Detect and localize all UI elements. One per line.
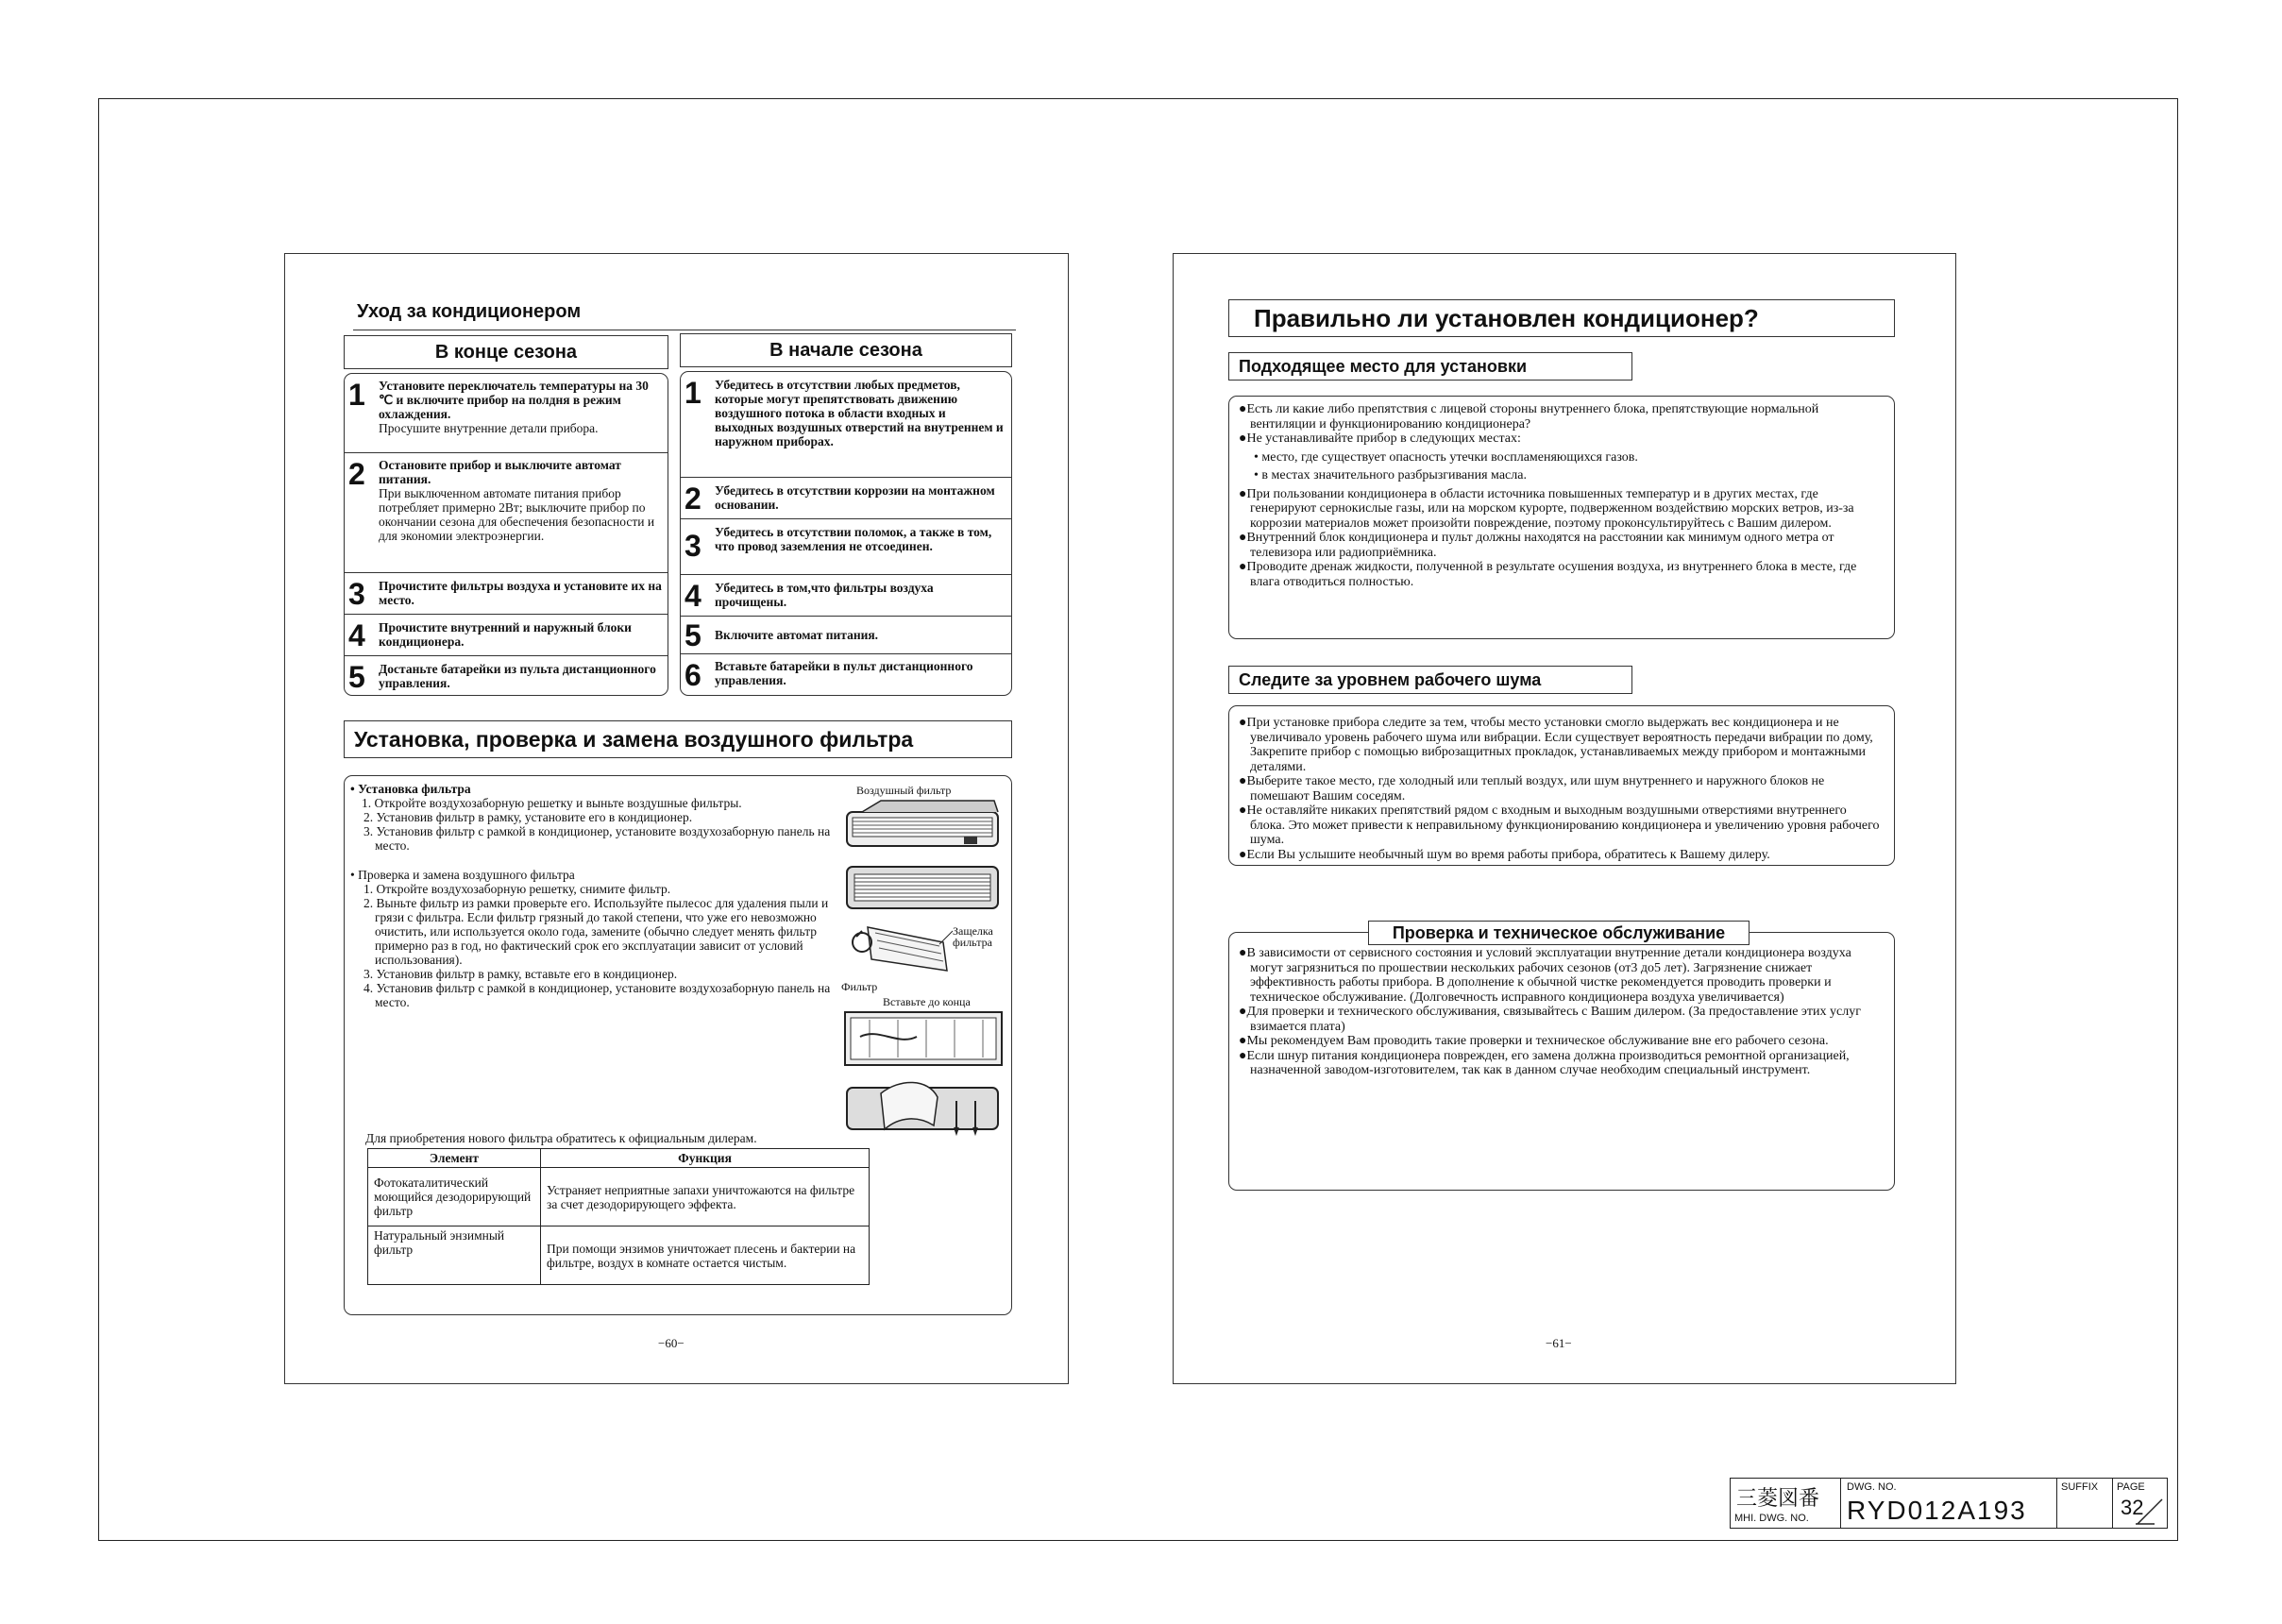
list-item: ●Не устанавливайте прибор в следующих местах: bbox=[1239, 431, 1521, 446]
end-step-2: 2 Остановите прибор и выключите автомат питания. При выключенном автомате питания прибор потребляет примерно 2Вт; выключите прибор по окончании сезона для обеспечения безопасности и для экономии электроэнергии. bbox=[345, 453, 668, 573]
dwg-number: RYD012A193 bbox=[1847, 1496, 2027, 1525]
list-item: ●При пользовании кондиционера в области источника повышенных температур и в других местах, где генерируют сернокислые газы, или на морском курорте, подверженном воздействию морских ветров, из-за коррозии материалов может произойти повреждение, поэтому проконсультируйтесь с Вашим дилером. bbox=[1239, 486, 1854, 531]
noise-header: Следите за уровнем рабочего шума bbox=[1228, 666, 1632, 694]
mhi-kanji: 三菱図番 bbox=[1736, 1487, 1820, 1511]
start-step-6: 6 Вставьте батарейки в пульт дистанционного управления. bbox=[685, 658, 973, 692]
left-page bbox=[284, 253, 1069, 1384]
suffix-label: SUFFIX bbox=[2061, 1481, 2099, 1493]
start-season-header: В начале сезона bbox=[680, 333, 1012, 367]
title-block bbox=[1730, 1478, 2168, 1529]
install-step: 1. Откройте воздухозаборную решетку и выньте воздушные фильтры. bbox=[362, 796, 742, 810]
list-item: ●Мы рекомендуем Вам проводить такие проверки и техническое обслуживание вне его рабочего сезона. bbox=[1239, 1034, 1829, 1048]
place-box bbox=[1228, 396, 1895, 639]
air-filter-label: Воздушный фильтр bbox=[856, 784, 952, 797]
check-filter-heading: • Проверка и замена воздушного фильтра bbox=[350, 868, 575, 882]
insert-label: Вставьте до конца bbox=[883, 995, 971, 1008]
filter-insertion-illustration bbox=[841, 1008, 1007, 1069]
install-step: 3. Установив фильтр с рамкой в кондиционер, установите воздухозаборную панель на место. bbox=[363, 824, 831, 853]
start-step-3: 3 Убедитесь в отсутствии поломок, а также в том, что провод заземления не отсоединен. bbox=[681, 519, 1011, 575]
list-item: ●Проводите дренаж жидкости, полученной в результате осушения воздуха, из внутреннего блока в месте, где влага отводиться полностью. bbox=[1239, 560, 1857, 589]
list-item: ●Выберите такое место, где холодный или теплый воздух, или шум внутреннего и наружного блоков не помешают Вашим соседям. bbox=[1239, 774, 1825, 804]
check-step: 1. Откройте воздухозаборную решетку, снимите фильтр. bbox=[363, 882, 671, 896]
filter-section-title: Установка, проверка и замена воздушного фильтра bbox=[344, 720, 1012, 758]
place-header: Подходящее место для установки bbox=[1228, 352, 1632, 381]
table-header-function: Функция bbox=[541, 1149, 870, 1168]
check-step: 3. Установив фильтр в рамку, вставьте его в кондиционер. bbox=[363, 967, 678, 981]
page-slash-mark bbox=[2134, 1494, 2166, 1526]
filter-label: Фильтр bbox=[841, 980, 878, 993]
list-item: ●При установке прибора следите за тем, чтобы место установки смогло выдержать вес кондиционера и не увеличивало уровень рабочего шума или вибрации. Если существует вероятность передачи вибрации по дому, Закрепите прибор с помощью виброзащитных прокладок, устанавливаемых между прибором и монтажными деталями. bbox=[1239, 716, 1873, 774]
install-step: 2. Установив фильтр в рамку, установите его в кондиционер. bbox=[363, 810, 693, 824]
table-row: Фотокаталитический моющийся дезодорирующий фильтр Устраняет неприятные запахи уничтожаются на фильтре за счет дезодорирующего эффекта. bbox=[368, 1168, 870, 1226]
page-value: 32 bbox=[2121, 1496, 2144, 1519]
install-filter-heading: • Установка фильтра bbox=[350, 782, 471, 796]
list-item: • в местах значительного разбрызгивания масла. bbox=[1254, 468, 1527, 482]
check-step: 4. Установив фильтр с рамкой в кондиционер, установите воздухозаборную панель на место. bbox=[363, 981, 831, 1009]
start-season-steps bbox=[680, 371, 1012, 696]
filter-frame-illustration bbox=[849, 922, 962, 984]
end-season-steps bbox=[344, 373, 668, 696]
start-step-1: 1 Убедитесь в отсутствии любых предметов, которые могут препятствовать движению воздушного потока в области входных и выходных воздушных отверстий на внутреннем и наружном приборах. bbox=[681, 372, 1011, 478]
noise-box bbox=[1228, 705, 1895, 866]
start-step-2: 2 Убедитесь в отсутствии коррозии на монтажном основании. bbox=[681, 478, 1011, 519]
dwg-label: DWG. NO. bbox=[1847, 1481, 1897, 1493]
grille-close-illustration bbox=[843, 1078, 1006, 1139]
care-title: Уход за кондиционером bbox=[357, 301, 582, 322]
list-item: ●В зависимости от сервисного состояния и условий эксплуатации внутренние детали кондиционера воздуха могут загрязниться по прошествии нескольких рабочих сезонов (от3 до5 лет). Загрязнение снижает эффективность работы прибора. В дополнение к обычной чистке рекомендуется проводить проверки и техническое обслуживание. (Долговечность исправного кондиционера воздуха увеличивается) bbox=[1239, 946, 1851, 1005]
end-step-3: 3 Прочистите фильтры воздуха и установите их на место. bbox=[345, 573, 668, 615]
maintenance-header: Проверка и техническое обслуживание bbox=[1368, 921, 1750, 945]
table-header-element: Элемент bbox=[368, 1149, 541, 1168]
right-page bbox=[1173, 253, 1956, 1384]
end-season-header: В конце сезона bbox=[344, 335, 668, 369]
list-item: • место, где существует опасность утечки воспламеняющихся газов. bbox=[1254, 449, 1638, 465]
filter-illustrations bbox=[841, 784, 1011, 1142]
list-item: ●Есть ли какие либо препятствия с лицевой стороны внутреннего блока, препятствующие нормальной вентиляции и функционированию кондиционера? bbox=[1239, 402, 1819, 431]
mhi-dwg-label: MHI. DWG. NO. bbox=[1734, 1513, 1809, 1524]
start-step-5: 5 Включите автомат питания. bbox=[681, 617, 1011, 654]
filter-section-box bbox=[344, 775, 1012, 1315]
latch-label: Защелка фильтра bbox=[953, 924, 993, 949]
filter-removal-illustration bbox=[843, 861, 1006, 914]
list-item: ●Если шнур питания кондиционера поврежден, его замена должна производиться ремонтной организацией, назначенной заводом-изготовителем, так как в данном случае необходим специальный инструмент. bbox=[1239, 1048, 1850, 1077]
list-item: ●Внутренний блок кондиционера и пульт должны находятся на расстоянии как минимум одного метра от телевизора или радиоприёмника. bbox=[1239, 531, 1834, 560]
page-label: PAGE bbox=[2117, 1481, 2145, 1493]
maintenance-box bbox=[1228, 932, 1895, 1191]
filter-types-table bbox=[367, 1148, 870, 1285]
list-item: ●Для проверки и технического обслуживания, связывайтесь с Вашим дилером. (За предоставление этих услуг взимается плата) bbox=[1239, 1005, 1861, 1034]
list-item: ●Не оставляйте никаких препятствий рядом с входным и выходным воздушными отверстиями внутреннего блока. Это может привести к неправильному функционированию кондиционера и увеличению уровня рабочего шума. bbox=[1239, 804, 1880, 847]
table-row: Натуральный энзимный фильтр При помощи энзимов уничтожает плесень и бактерии на фильтре, воздух в комнате остается чистым. bbox=[368, 1226, 870, 1285]
page-number-right: −61− bbox=[1546, 1336, 1572, 1350]
end-step-4: 4 Прочистите внутренний и наружный блоки кондиционера. bbox=[345, 615, 668, 656]
check-step: 2. Выньте фильтр из рамки проверьте его. Используйте пылесос для удаления пыли и грязи с фильтра. Если фильтр грязный до такой степени, что уже его невозможно очистить, или используется около года, замените (обычно следует менять фильтр примерно раз в год, но фактический срок его эксплуатации зависит от условий использования). bbox=[363, 896, 829, 967]
page-number-left: −60− bbox=[658, 1336, 685, 1350]
unit-open-grille-illustration bbox=[843, 799, 1006, 852]
list-item: ●Если Вы услышите необычный шум во время работы прибора, обратитесь к Вашему дилеру. bbox=[1239, 847, 1770, 862]
dealer-note: Для приобретения нового фильтра обратитесь к официальным дилерам. bbox=[365, 1131, 757, 1145]
end-step-5: 5 Достаньте батарейки из пульта дистанционного управления. bbox=[348, 660, 656, 694]
install-check-title: Правильно ли установлен кондиционер? bbox=[1228, 299, 1895, 337]
end-step-1: 1 Установите переключатель температуры на 30 ℃ и включите прибор на полдня в режим охлаждения. Просушите внутренние детали прибора. bbox=[345, 374, 668, 453]
start-step-4: 4 Убедитесь в том,что фильтры воздуха прочищены. bbox=[681, 575, 1011, 617]
